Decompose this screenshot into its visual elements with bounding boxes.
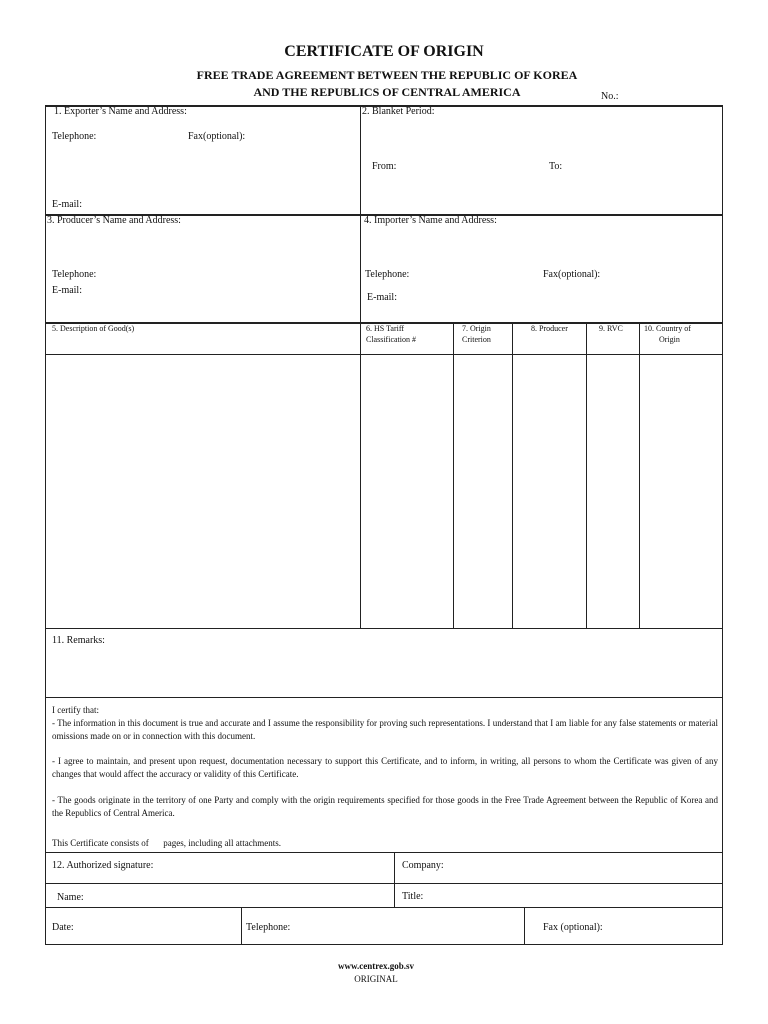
- remarks-entry-area[interactable]: [46, 650, 722, 696]
- blanket-period-from-field[interactable]: From:: [372, 161, 397, 172]
- col-producer-header: 8. Producer: [531, 324, 568, 333]
- form-bottom-border: [45, 944, 723, 945]
- producer-entry-cell[interactable]: [513, 355, 586, 628]
- col-description-header: 5. Description of Good(s): [52, 324, 135, 333]
- col-rvc-header: 9. RVC: [599, 324, 623, 333]
- page-count-prefix: This Certificate consists of: [52, 838, 149, 848]
- col-country-line2: Origin: [659, 335, 680, 344]
- col-origin-criterion-header: [462, 323, 491, 345]
- document-subtitle-line1: FREE TRADE AGREEMENT BETWEEN THE REPUBLIC OF KOREA: [196, 68, 578, 82]
- col-hs-tariff-header: [366, 323, 416, 345]
- importer-fax-field[interactable]: Fax(optional):: [543, 269, 601, 280]
- exporter-telephone-field[interactable]: Telephone:: [52, 131, 97, 142]
- exporter-fax-field[interactable]: Fax(optional):: [188, 131, 246, 142]
- col-hs-tariff-line1: 6. HS Tariff: [366, 324, 405, 333]
- importer-label: 4. Importer’s Name and Address:: [364, 215, 497, 226]
- date-field[interactable]: Date:: [52, 922, 74, 933]
- exporter-label: 1. Exporter’s Name and Address:: [54, 106, 187, 117]
- divider-signature: [45, 852, 723, 853]
- document-title: CERTIFICATE OF ORIGIN: [284, 43, 484, 60]
- footer-website: www.centrex.gob.sv: [337, 961, 415, 971]
- divider-date: [45, 907, 723, 908]
- col-country-line1: 10. Country of: [644, 324, 691, 333]
- form-right-border: [722, 105, 723, 945]
- importer-email-field[interactable]: E-mail:: [367, 292, 397, 303]
- divider-col-telephone: [241, 907, 242, 944]
- divider-col-company: [394, 852, 395, 907]
- footer-copy-label: ORIGINAL: [354, 974, 398, 984]
- divider-certification: [45, 697, 723, 698]
- name-field[interactable]: Name:: [57, 892, 84, 903]
- divider-col-fax: [524, 907, 525, 944]
- origin-criterion-entry-cell[interactable]: [454, 355, 512, 628]
- authorized-signature-field[interactable]: 12. Authorized signature:: [52, 860, 154, 871]
- certification-statement-2: - I agree to maintain, and present upon request, documentation necessary to support this Certificate, and to inform, in writing, all persons to whom the Certificate was given of any changes that would affect the accuracy or validity of this Certificate.: [52, 756, 718, 779]
- certificate-number-field[interactable]: No.:: [601, 91, 619, 102]
- hs-tariff-entry-cell[interactable]: [361, 355, 453, 628]
- divider-name: [45, 883, 723, 884]
- certification-statement-3: - The goods originate in the territory of one Party and comply with the origin requirements specified for those goods in the Free Trade Agreement between the Republic of Korea and the Republics of Central America.: [52, 795, 718, 818]
- document-subtitle-line2: AND THE REPUBLICS OF CENTRAL AMERICA: [253, 85, 521, 99]
- producer-email-field[interactable]: E-mail:: [52, 285, 82, 296]
- producer-telephone-field[interactable]: Telephone:: [52, 269, 97, 280]
- producer-label: 3. Producer’s Name and Address:: [47, 215, 181, 226]
- certification-statement-1: - The information in this document is true and accurate and I assume the responsibility for proving such representations. I understand that I am liable for any false statements or material omissions made on or in connection with this document.: [52, 718, 718, 741]
- title-field[interactable]: Title:: [402, 891, 424, 902]
- blanket-period-to-field[interactable]: To:: [549, 161, 563, 172]
- col-origin-line2: Criterion: [462, 335, 491, 344]
- blanket-period-label: 2. Blanket Period:: [362, 106, 435, 117]
- divider-remarks: [45, 628, 723, 629]
- page-count-suffix: pages, including all attachments.: [163, 838, 281, 848]
- col-hs-tariff-line2: Classification #: [366, 335, 416, 344]
- signature-fax-field[interactable]: Fax (optional):: [543, 922, 603, 933]
- remarks-label: 11. Remarks:: [52, 635, 105, 646]
- signature-telephone-field[interactable]: Telephone:: [246, 922, 291, 933]
- certification-intro: I certify that:: [52, 705, 99, 715]
- description-entry-cell[interactable]: [46, 355, 360, 628]
- col-origin-line1: 7. Origin: [462, 324, 491, 333]
- importer-telephone-field[interactable]: Telephone:: [365, 269, 410, 280]
- country-entry-cell[interactable]: [640, 355, 722, 628]
- page-count-statement: [52, 838, 281, 848]
- exporter-email-field[interactable]: E-mail:: [52, 199, 82, 210]
- rvc-entry-cell[interactable]: [587, 355, 639, 628]
- company-field[interactable]: Company:: [402, 860, 444, 871]
- col-country-header: [644, 323, 691, 345]
